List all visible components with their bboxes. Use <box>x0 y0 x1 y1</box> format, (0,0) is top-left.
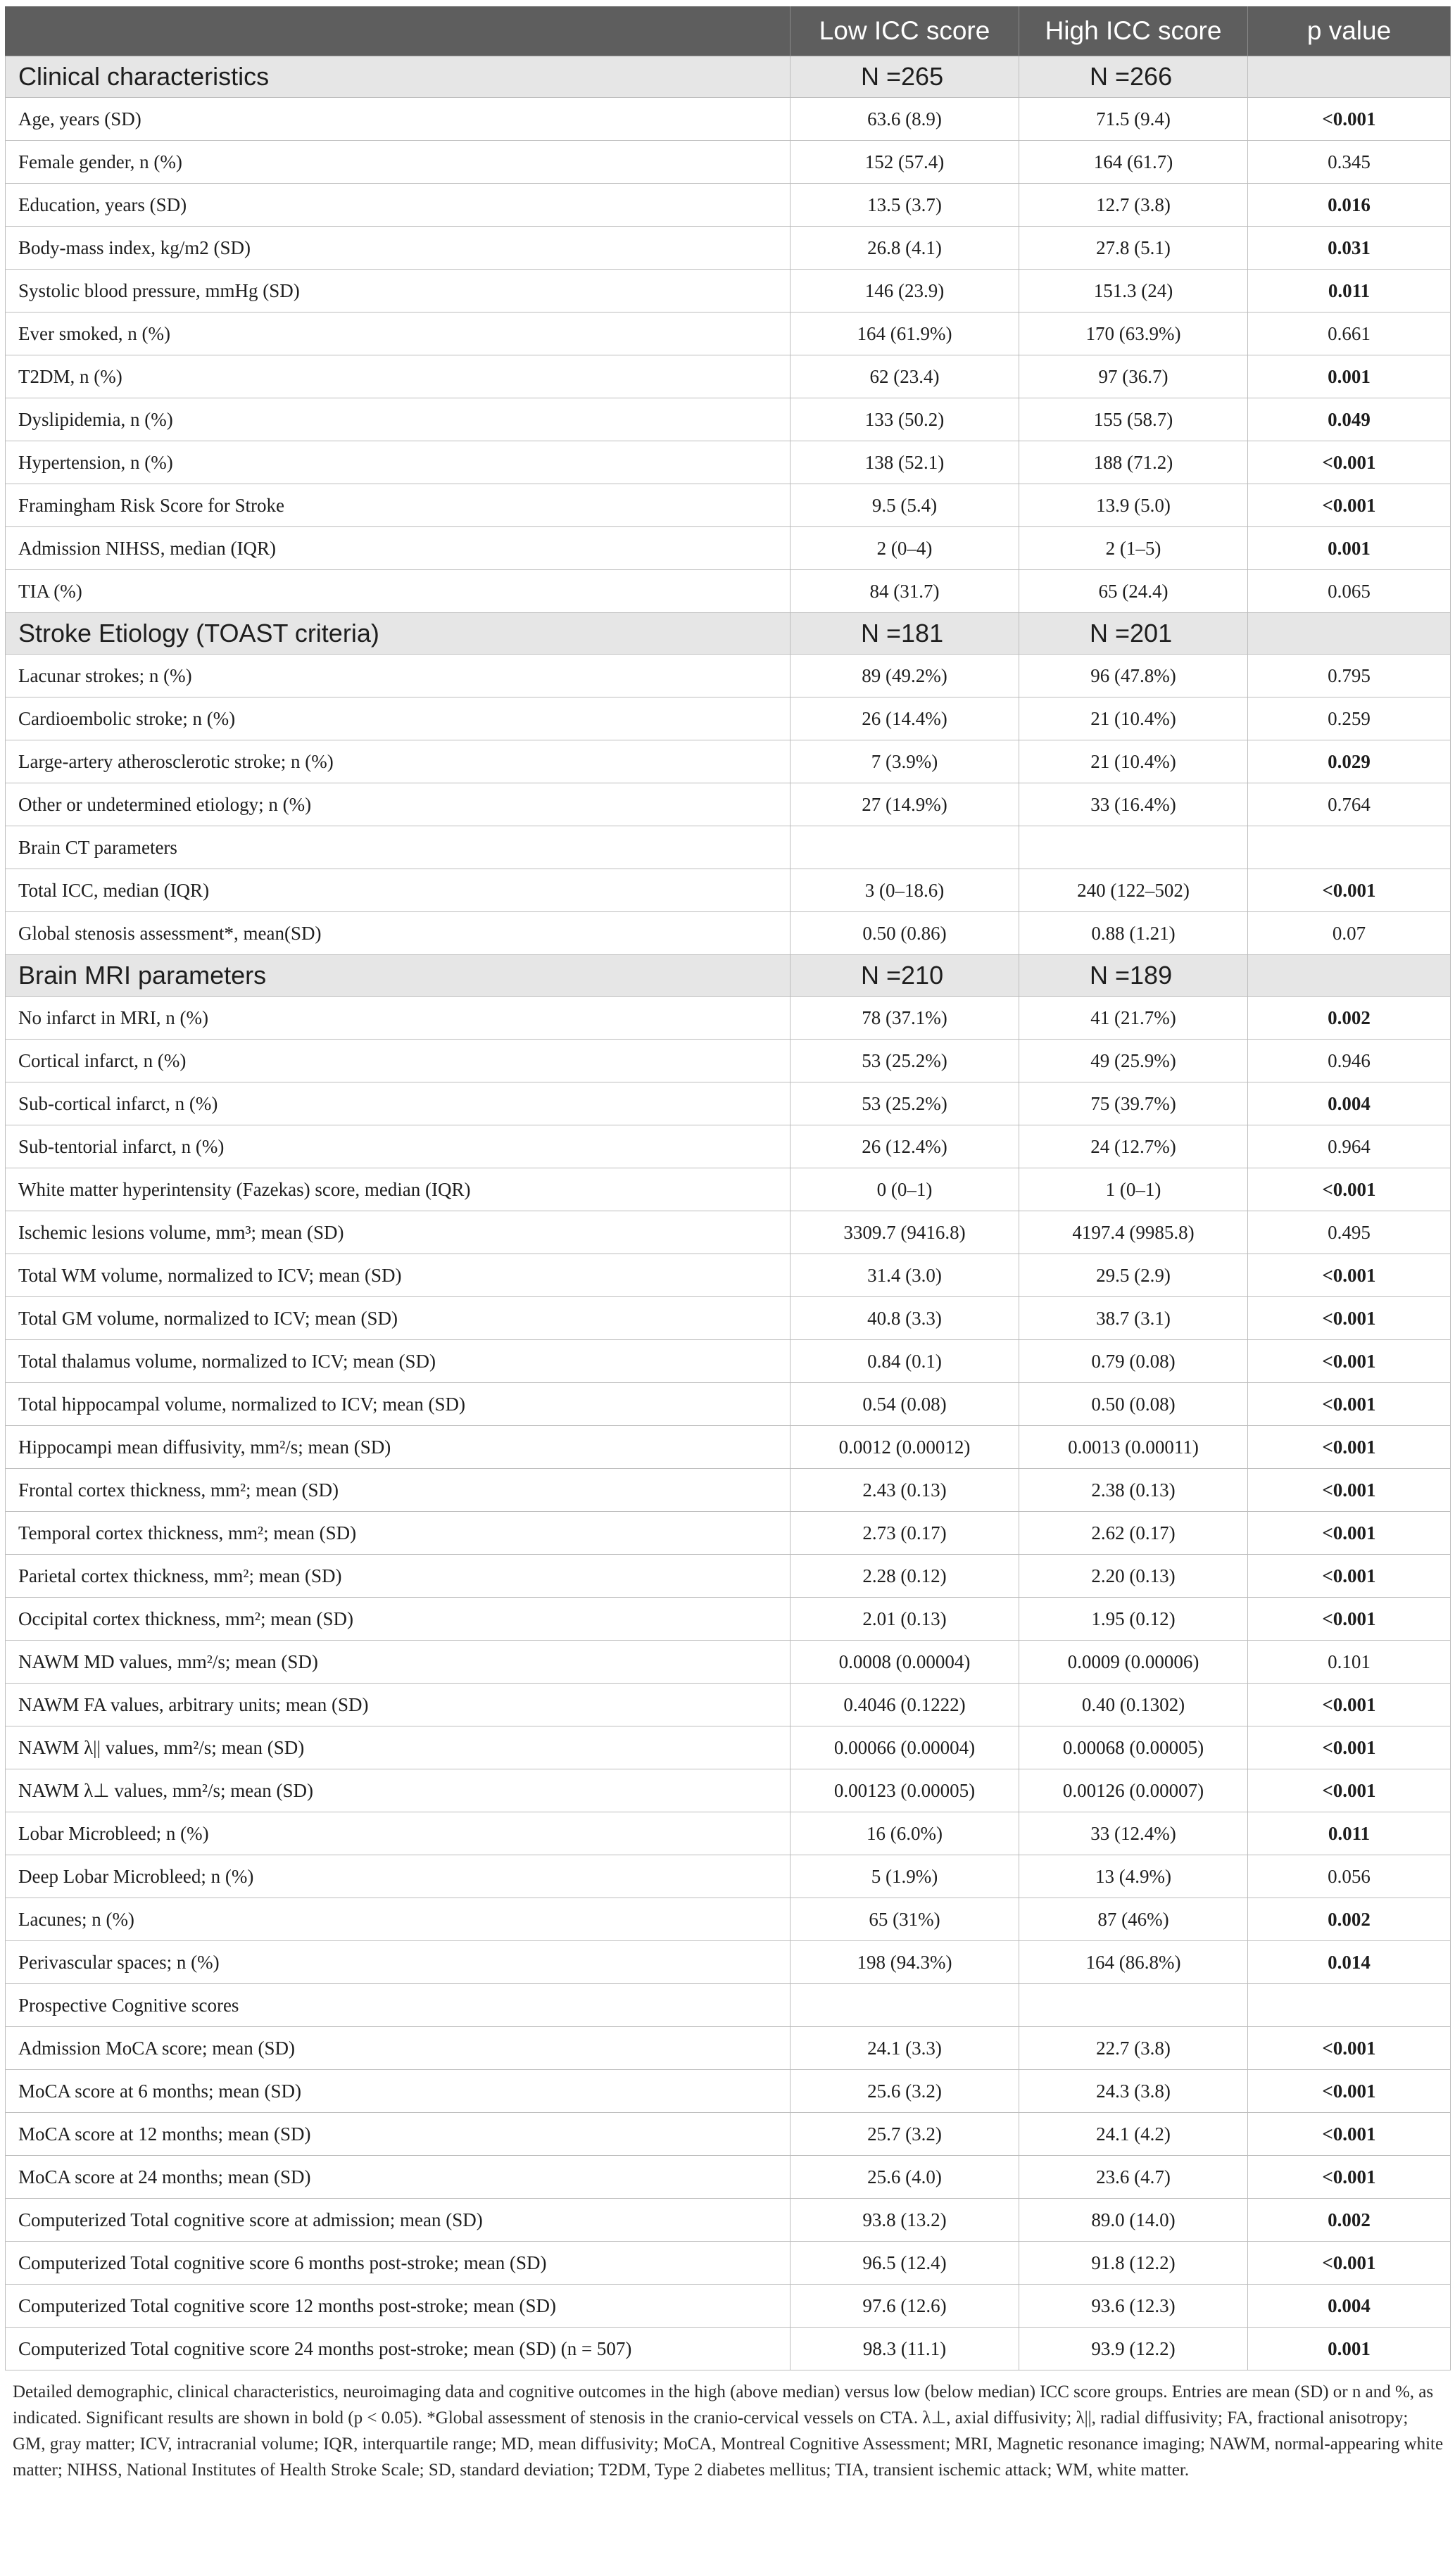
row-low-value: 0.50 (0.86) <box>791 912 1019 955</box>
row-label: Ischemic lesions volume, mm³; mean (SD) <box>6 1211 791 1254</box>
row-high-value: 0.00126 (0.00007) <box>1019 1769 1248 1812</box>
row-low-value: 0.0012 (0.00012) <box>791 1426 1019 1469</box>
row-label: Total WM volume, normalized to ICV; mean (SD) <box>6 1254 791 1297</box>
row-high-value: 170 (63.9%) <box>1019 312 1248 355</box>
row-label: Lobar Microbleed; n (%) <box>6 1812 791 1855</box>
row-high-value: 27.8 (5.1) <box>1019 227 1248 270</box>
row-high-value: 0.00068 (0.00005) <box>1019 1726 1248 1769</box>
row-p-value: 0.002 <box>1248 1898 1451 1941</box>
table-row <box>6 1769 1451 1812</box>
row-low-value: 84 (31.7) <box>791 570 1019 613</box>
row-label: Lacunar strokes; n (%) <box>6 655 791 697</box>
row-label: Total thalamus volume, normalized to ICV; mean (SD) <box>6 1340 791 1383</box>
table-row <box>6 1340 1451 1383</box>
row-p-value: <0.001 <box>1248 1168 1451 1211</box>
row-label: Large-artery atherosclerotic stroke; n (%) <box>6 740 791 783</box>
table-header-row <box>6 6 1451 56</box>
table-body <box>6 56 1451 2370</box>
table-row <box>6 398 1451 441</box>
row-label: T2DM, n (%) <box>6 355 791 398</box>
row-p-value: <0.001 <box>1248 1340 1451 1383</box>
section-n-low: N =265 <box>791 56 1019 98</box>
section-header-row <box>6 56 1451 98</box>
row-p-value: <0.001 <box>1248 98 1451 141</box>
row-high-value: 21 (10.4%) <box>1019 740 1248 783</box>
row-label: Hypertension, n (%) <box>6 441 791 484</box>
row-low-value: 0.4046 (0.1222) <box>791 1684 1019 1726</box>
row-high-value: 21 (10.4%) <box>1019 697 1248 740</box>
table-row <box>6 783 1451 826</box>
table-row <box>6 1040 1451 1082</box>
row-high-value: 0.40 (0.1302) <box>1019 1684 1248 1726</box>
row-p-value: 0.031 <box>1248 227 1451 270</box>
row-low-value: 97.6 (12.6) <box>791 2285 1019 2328</box>
table-row <box>6 2070 1451 2113</box>
row-p-value: 0.011 <box>1248 1812 1451 1855</box>
section-header-row <box>6 613 1451 655</box>
row-label: NAWM λ⊥ values, mm²/s; mean (SD) <box>6 1769 791 1812</box>
row-p-value: <0.001 <box>1248 1254 1451 1297</box>
header-p-value: p value <box>1248 6 1451 56</box>
section-title: Clinical characteristics <box>6 56 791 98</box>
section-n-high: N =266 <box>1019 56 1248 98</box>
row-label: Ever smoked, n (%) <box>6 312 791 355</box>
row-label: Computerized Total cognitive score 6 months post-stroke; mean (SD) <box>6 2242 791 2285</box>
row-high-value: 96 (47.8%) <box>1019 655 1248 697</box>
row-low-value: 2.28 (0.12) <box>791 1555 1019 1598</box>
row-label: Admission MoCA score; mean (SD) <box>6 2027 791 2070</box>
header-high-icc: High ICC score <box>1019 6 1248 56</box>
row-low-value: 3309.7 (9416.8) <box>791 1211 1019 1254</box>
row-p-value: 0.964 <box>1248 1125 1451 1168</box>
row-low-value: 26.8 (4.1) <box>791 227 1019 270</box>
row-p-value: <0.001 <box>1248 441 1451 484</box>
table-row <box>6 227 1451 270</box>
row-label: Total GM volume, normalized to ICV; mean (SD) <box>6 1297 791 1340</box>
row-low-value: 27 (14.9%) <box>791 783 1019 826</box>
row-p-value: 0.029 <box>1248 740 1451 783</box>
section-n-high: N =201 <box>1019 613 1248 655</box>
table-row <box>6 740 1451 783</box>
row-label: Systolic blood pressure, mmHg (SD) <box>6 270 791 312</box>
row-p-value: <0.001 <box>1248 1512 1451 1555</box>
row-low-value: 16 (6.0%) <box>791 1812 1019 1855</box>
row-p-value: 0.004 <box>1248 2285 1451 2328</box>
row-high-value: 49 (25.9%) <box>1019 1040 1248 1082</box>
table-row <box>6 1082 1451 1125</box>
row-p-value: 0.259 <box>1248 697 1451 740</box>
row-label: Deep Lobar Microbleed; n (%) <box>6 1855 791 1898</box>
row-low-value: 25.6 (4.0) <box>791 2156 1019 2199</box>
row-label: Dyslipidemia, n (%) <box>6 398 791 441</box>
table-row <box>6 1941 1451 1984</box>
row-p-value: 0.011 <box>1248 270 1451 312</box>
table-row <box>6 441 1451 484</box>
row-high-value: 164 (61.7) <box>1019 141 1248 184</box>
row-high-value: 0.0013 (0.00011) <box>1019 1426 1248 1469</box>
row-high-value: 13.9 (5.0) <box>1019 484 1248 527</box>
row-high-value: 151.3 (24) <box>1019 270 1248 312</box>
row-high-value: 24.1 (4.2) <box>1019 2113 1248 2156</box>
table-row <box>6 527 1451 570</box>
row-p-value: 0.001 <box>1248 527 1451 570</box>
row-high-value: 188 (71.2) <box>1019 441 1248 484</box>
row-low-value: 26 (14.4%) <box>791 697 1019 740</box>
row-label: White matter hyperintensity (Fazekas) score, median (IQR) <box>6 1168 791 1211</box>
row-label: Education, years (SD) <box>6 184 791 227</box>
row-high-value: 155 (58.7) <box>1019 398 1248 441</box>
row-high-value: 41 (21.7%) <box>1019 997 1248 1040</box>
table-row <box>6 484 1451 527</box>
section-p-blank <box>1248 955 1451 997</box>
row-high-value: 29.5 (2.9) <box>1019 1254 1248 1297</box>
table-row <box>6 2199 1451 2242</box>
row-p-value: <0.001 <box>1248 2113 1451 2156</box>
row-p-value: <0.001 <box>1248 1598 1451 1641</box>
row-label: Global stenosis assessment*, mean(SD) <box>6 912 791 955</box>
row-low-value: 2.01 (0.13) <box>791 1598 1019 1641</box>
row-high-value: 24.3 (3.8) <box>1019 2070 1248 2113</box>
section-p-blank <box>1248 826 1451 869</box>
row-low-value: 0.00066 (0.00004) <box>791 1726 1019 1769</box>
row-low-value: 146 (23.9) <box>791 270 1019 312</box>
row-label: Age, years (SD) <box>6 98 791 141</box>
table-row <box>6 1426 1451 1469</box>
row-label: Other or undetermined etiology; n (%) <box>6 783 791 826</box>
table-row <box>6 1168 1451 1211</box>
row-low-value: 25.7 (3.2) <box>791 2113 1019 2156</box>
row-label: Lacunes; n (%) <box>6 1898 791 1941</box>
row-low-value: 24.1 (3.3) <box>791 2027 1019 2070</box>
table-row <box>6 1512 1451 1555</box>
row-high-value: 33 (12.4%) <box>1019 1812 1248 1855</box>
table-row <box>6 2328 1451 2370</box>
row-p-value: 0.101 <box>1248 1641 1451 1684</box>
header-blank-cell <box>6 6 791 56</box>
row-p-value: 0.345 <box>1248 141 1451 184</box>
table-row <box>6 1898 1451 1941</box>
row-p-value: <0.001 <box>1248 2242 1451 2285</box>
row-label: Sub-cortical infarct, n (%) <box>6 1082 791 1125</box>
row-high-value: 1.95 (0.12) <box>1019 1598 1248 1641</box>
results-table-container <box>5 6 1450 2370</box>
row-high-value: 87 (46%) <box>1019 1898 1248 1941</box>
row-low-value: 138 (52.1) <box>791 441 1019 484</box>
section-title: Brain MRI parameters <box>6 955 791 997</box>
row-low-value: 93.8 (13.2) <box>791 2199 1019 2242</box>
row-high-value: 91.8 (12.2) <box>1019 2242 1248 2285</box>
row-low-value: 0.84 (0.1) <box>791 1340 1019 1383</box>
row-low-value: 96.5 (12.4) <box>791 2242 1019 2285</box>
row-p-value: 0.001 <box>1248 2328 1451 2370</box>
row-low-value: 53 (25.2%) <box>791 1040 1019 1082</box>
section-n-low: N =210 <box>791 955 1019 997</box>
table-row <box>6 1598 1451 1641</box>
row-p-value: 0.056 <box>1248 1855 1451 1898</box>
row-p-value: 0.495 <box>1248 1211 1451 1254</box>
row-label: Admission NIHSS, median (IQR) <box>6 527 791 570</box>
row-low-value: 65 (31%) <box>791 1898 1019 1941</box>
row-label: TIA (%) <box>6 570 791 613</box>
table-row <box>6 2285 1451 2328</box>
table-row <box>6 312 1451 355</box>
row-p-value: <0.001 <box>1248 1726 1451 1769</box>
table-row <box>6 997 1451 1040</box>
row-label: Body-mass index, kg/m2 (SD) <box>6 227 791 270</box>
row-high-value: 89.0 (14.0) <box>1019 2199 1248 2242</box>
section-n-high: N =189 <box>1019 955 1248 997</box>
table-row <box>6 1641 1451 1684</box>
row-label: Perivascular spaces; n (%) <box>6 1941 791 1984</box>
row-high-value: 38.7 (3.1) <box>1019 1297 1248 1340</box>
row-label: Cardioembolic stroke; n (%) <box>6 697 791 740</box>
table-row <box>6 912 1451 955</box>
table-row <box>6 1297 1451 1340</box>
row-label: Temporal cortex thickness, mm²; mean (SD) <box>6 1512 791 1555</box>
row-label: NAWM MD values, mm²/s; mean (SD) <box>6 1641 791 1684</box>
row-label: Total hippocampal volume, normalized to ICV; mean (SD) <box>6 1383 791 1426</box>
row-p-value: <0.001 <box>1248 2156 1451 2199</box>
table-row <box>6 655 1451 697</box>
row-high-value: 4197.4 (9985.8) <box>1019 1211 1248 1254</box>
row-high-value: 24 (12.7%) <box>1019 1125 1248 1168</box>
row-low-value: 0.00123 (0.00005) <box>791 1769 1019 1812</box>
row-high-value: 0.0009 (0.00006) <box>1019 1641 1248 1684</box>
table-row <box>6 1555 1451 1598</box>
table-row <box>6 355 1451 398</box>
row-low-value: 7 (3.9%) <box>791 740 1019 783</box>
row-high-value: 71.5 (9.4) <box>1019 98 1248 141</box>
section-header-row <box>6 1984 1451 2027</box>
table-row <box>6 869 1451 912</box>
row-label: Total ICC, median (IQR) <box>6 869 791 912</box>
section-p-blank <box>1248 613 1451 655</box>
row-high-value: 2.62 (0.17) <box>1019 1512 1248 1555</box>
row-p-value: 0.795 <box>1248 655 1451 697</box>
section-n-high <box>1019 1984 1248 2027</box>
row-p-value: <0.001 <box>1248 1469 1451 1512</box>
row-high-value: 13 (4.9%) <box>1019 1855 1248 1898</box>
row-low-value: 9.5 (5.4) <box>791 484 1019 527</box>
row-label: Sub-tentorial infarct, n (%) <box>6 1125 791 1168</box>
row-low-value: 89 (49.2%) <box>791 655 1019 697</box>
table-row <box>6 1125 1451 1168</box>
row-p-value: <0.001 <box>1248 1383 1451 1426</box>
section-header-row <box>6 955 1451 997</box>
table-row <box>6 1684 1451 1726</box>
table-row <box>6 570 1451 613</box>
row-p-value: <0.001 <box>1248 1297 1451 1340</box>
row-high-value: 0.88 (1.21) <box>1019 912 1248 955</box>
section-n-low: N =181 <box>791 613 1019 655</box>
row-low-value: 13.5 (3.7) <box>791 184 1019 227</box>
section-header-row <box>6 826 1451 869</box>
header-low-icc: Low ICC score <box>791 6 1019 56</box>
row-p-value: 0.946 <box>1248 1040 1451 1082</box>
row-p-value: <0.001 <box>1248 869 1451 912</box>
row-low-value: 40.8 (3.3) <box>791 1297 1019 1340</box>
row-high-value: 0.79 (0.08) <box>1019 1340 1248 1383</box>
row-label: Computerized Total cognitive score at admission; mean (SD) <box>6 2199 791 2242</box>
section-title: Stroke Etiology (TOAST criteria) <box>6 613 791 655</box>
row-low-value: 26 (12.4%) <box>791 1125 1019 1168</box>
row-low-value: 98.3 (11.1) <box>791 2328 1019 2370</box>
row-label: Occipital cortex thickness, mm²; mean (SD) <box>6 1598 791 1641</box>
table-row <box>6 184 1451 227</box>
section-title: Prospective Cognitive scores <box>6 1984 791 2027</box>
row-high-value: 12.7 (3.8) <box>1019 184 1248 227</box>
row-label: Computerized Total cognitive score 12 months post-stroke; mean (SD) <box>6 2285 791 2328</box>
row-low-value: 2 (0–4) <box>791 527 1019 570</box>
table-row <box>6 2242 1451 2285</box>
row-low-value: 62 (23.4) <box>791 355 1019 398</box>
row-label: Framingham Risk Score for Stroke <box>6 484 791 527</box>
row-label: NAWM FA values, arbitrary units; mean (SD) <box>6 1684 791 1726</box>
table-row <box>6 270 1451 312</box>
row-low-value: 0.0008 (0.00004) <box>791 1641 1019 1684</box>
row-high-value: 65 (24.4) <box>1019 570 1248 613</box>
row-label: Parietal cortex thickness, mm²; mean (SD) <box>6 1555 791 1598</box>
table-footnote: Detailed demographic, clinical characteristics, neuroimaging data and cognitive outcomes in the high (above median) versus low (below median) ICC score groups. Entries are mean (SD) or n and %, as indicated. Significant results are shown in bold (p < 0.05). *Global assessment of stenosis in the cranio-cervical vessels on CTA. λ⊥, axial diffusivity; λ||, radial diffusivity; FA, fractional anisotropy; GM, gray matter; ICV, intracranial volume; IQR, interquartile range; MD, mean diffusivity; MoCA, Montreal Cognitive Assessment; MRI, Magnetic resonance imaging; NAWM, normal-appearing white matter; NIHSS, National Institutes of Health Stroke Scale; SD, standard deviation; T2DM, Type 2 diabetes mellitus; TIA, transient ischemic attack; WM, white matter. <box>13 2382 1444 2480</box>
row-label: MoCA score at 24 months; mean (SD) <box>6 2156 791 2199</box>
row-p-value: 0.002 <box>1248 997 1451 1040</box>
row-label: Frontal cortex thickness, mm²; mean (SD) <box>6 1469 791 1512</box>
section-n-high <box>1019 826 1248 869</box>
table-row <box>6 1211 1451 1254</box>
row-low-value: 0 (0–1) <box>791 1168 1019 1211</box>
table-row <box>6 1812 1451 1855</box>
row-label: Female gender, n (%) <box>6 141 791 184</box>
row-low-value: 53 (25.2%) <box>791 1082 1019 1125</box>
row-high-value: 33 (16.4%) <box>1019 783 1248 826</box>
table-row <box>6 697 1451 740</box>
table-row <box>6 2027 1451 2070</box>
row-p-value: <0.001 <box>1248 1426 1451 1469</box>
section-p-blank <box>1248 1984 1451 2027</box>
table-row <box>6 1383 1451 1426</box>
row-high-value: 22.7 (3.8) <box>1019 2027 1248 2070</box>
row-p-value: 0.764 <box>1248 783 1451 826</box>
row-p-value: 0.016 <box>1248 184 1451 227</box>
row-label: Cortical infarct, n (%) <box>6 1040 791 1082</box>
row-label: No infarct in MRI, n (%) <box>6 997 791 1040</box>
row-low-value: 0.54 (0.08) <box>791 1383 1019 1426</box>
row-low-value: 198 (94.3%) <box>791 1941 1019 1984</box>
row-p-value: 0.049 <box>1248 398 1451 441</box>
row-p-value: <0.001 <box>1248 484 1451 527</box>
row-low-value: 63.6 (8.9) <box>791 98 1019 141</box>
table-row <box>6 1855 1451 1898</box>
row-low-value: 2.43 (0.13) <box>791 1469 1019 1512</box>
table-row <box>6 98 1451 141</box>
row-high-value: 93.9 (12.2) <box>1019 2328 1248 2370</box>
table-row <box>6 2156 1451 2199</box>
results-table <box>5 6 1451 2370</box>
table-row <box>6 2113 1451 2156</box>
row-label: Computerized Total cognitive score 24 months post-stroke; mean (SD) (n = 507) <box>6 2328 791 2370</box>
row-low-value: 2.73 (0.17) <box>791 1512 1019 1555</box>
row-low-value: 133 (50.2) <box>791 398 1019 441</box>
row-low-value: 164 (61.9%) <box>791 312 1019 355</box>
section-p-blank <box>1248 56 1451 98</box>
row-label: NAWM λ|| values, mm²/s; mean (SD) <box>6 1726 791 1769</box>
row-p-value: <0.001 <box>1248 2070 1451 2113</box>
row-low-value: 5 (1.9%) <box>791 1855 1019 1898</box>
row-low-value: 31.4 (3.0) <box>791 1254 1019 1297</box>
row-low-value: 25.6 (3.2) <box>791 2070 1019 2113</box>
table-row <box>6 1726 1451 1769</box>
row-high-value: 0.50 (0.08) <box>1019 1383 1248 1426</box>
row-high-value: 2 (1–5) <box>1019 527 1248 570</box>
row-high-value: 23.6 (4.7) <box>1019 2156 1248 2199</box>
row-p-value: 0.001 <box>1248 355 1451 398</box>
row-high-value: 93.6 (12.3) <box>1019 2285 1248 2328</box>
row-p-value: 0.002 <box>1248 2199 1451 2242</box>
row-p-value: <0.001 <box>1248 1684 1451 1726</box>
row-label: MoCA score at 12 months; mean (SD) <box>6 2113 791 2156</box>
table-row <box>6 1469 1451 1512</box>
row-low-value: 78 (37.1%) <box>791 997 1019 1040</box>
row-label: Hippocampi mean diffusivity, mm²/s; mean (SD) <box>6 1426 791 1469</box>
row-high-value: 2.20 (0.13) <box>1019 1555 1248 1598</box>
row-high-value: 97 (36.7) <box>1019 355 1248 398</box>
row-p-value: 0.07 <box>1248 912 1451 955</box>
row-p-value: <0.001 <box>1248 1555 1451 1598</box>
row-low-value: 3 (0–18.6) <box>791 869 1019 912</box>
row-high-value: 1 (0–1) <box>1019 1168 1248 1211</box>
row-high-value: 2.38 (0.13) <box>1019 1469 1248 1512</box>
row-low-value: 152 (57.4) <box>791 141 1019 184</box>
row-label: MoCA score at 6 months; mean (SD) <box>6 2070 791 2113</box>
row-high-value: 240 (122–502) <box>1019 869 1248 912</box>
section-title: Brain CT parameters <box>6 826 791 869</box>
row-p-value: <0.001 <box>1248 1769 1451 1812</box>
table-row <box>6 1254 1451 1297</box>
row-p-value: 0.065 <box>1248 570 1451 613</box>
row-high-value: 164 (86.8%) <box>1019 1941 1248 1984</box>
section-n-low <box>791 1984 1019 2027</box>
row-p-value: 0.004 <box>1248 1082 1451 1125</box>
table-row <box>6 141 1451 184</box>
row-p-value: 0.014 <box>1248 1941 1451 1984</box>
row-p-value: <0.001 <box>1248 2027 1451 2070</box>
row-high-value: 75 (39.7%) <box>1019 1082 1248 1125</box>
section-n-low <box>791 826 1019 869</box>
row-p-value: 0.661 <box>1248 312 1451 355</box>
